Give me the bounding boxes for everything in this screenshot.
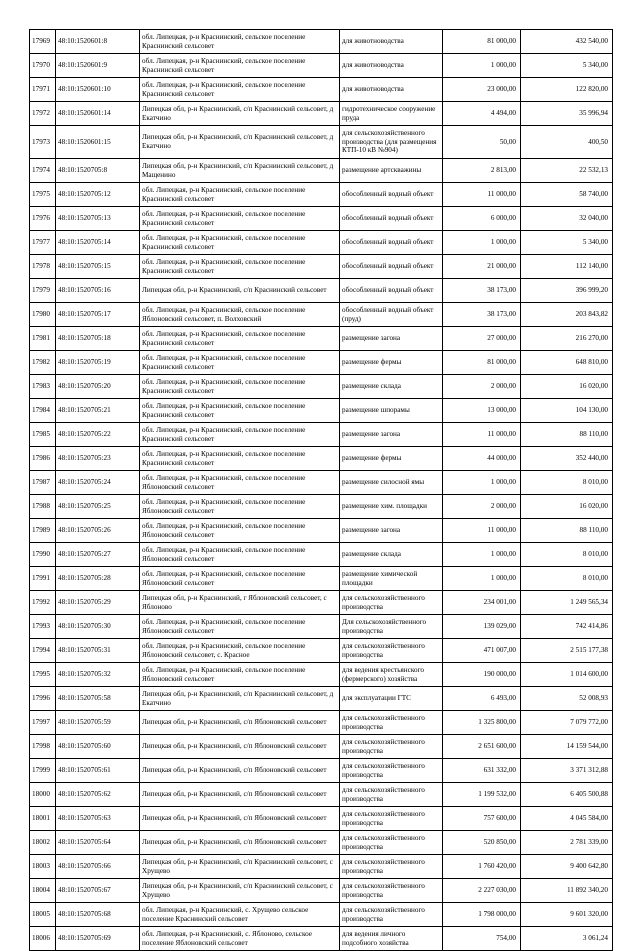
cadastral-number: 48:10:1520705:62 bbox=[56, 783, 140, 807]
row-number: 17976 bbox=[30, 207, 56, 231]
cadastral-value-cell: 7 079 772,00 bbox=[521, 711, 613, 735]
table-row bbox=[30, 759, 613, 783]
table-row bbox=[30, 159, 613, 183]
address-cell: обл. Липецкая, р-н Краснинский, сельское поселение Яблоновский сельсовет, с. Красное bbox=[140, 639, 340, 663]
cadastral-number: 48:10:1520601:10 bbox=[56, 78, 140, 102]
table-row bbox=[30, 735, 613, 759]
table-row bbox=[30, 327, 613, 351]
land-use-cell: для сельскохозяйственного производства bbox=[340, 639, 443, 663]
cadastral-value-cell: 8 010,00 bbox=[521, 471, 613, 495]
cadastral-value-cell: 11 892 340,20 bbox=[521, 879, 613, 903]
land-use-cell: для сельскохозяйственного производства bbox=[340, 831, 443, 855]
cadastral-number: 48:10:1520705:58 bbox=[56, 687, 140, 711]
cadastral-value-cell: 1 249 565,34 bbox=[521, 591, 613, 615]
address-cell: обл. Липецкая, р-н Краснинский, сельское поселение Яблоновский сельсовет bbox=[140, 663, 340, 687]
row-number: 17970 bbox=[30, 54, 56, 78]
cadastral-number: 48:10:1520705:17 bbox=[56, 303, 140, 327]
land-use-cell: для сельскохозяйственного производства bbox=[340, 783, 443, 807]
cadastral-number: 48:10:1520705:24 bbox=[56, 471, 140, 495]
row-number: 18000 bbox=[30, 783, 56, 807]
land-use-cell: обособленный водный объект bbox=[340, 231, 443, 255]
address-cell: обл. Липецкая, р-н Краснинский, сельское поселение Яблоновский сельсовет bbox=[140, 543, 340, 567]
area-cell: 13 000,00 bbox=[443, 399, 521, 423]
area-cell: 631 332,00 bbox=[443, 759, 521, 783]
parcels-table bbox=[29, 29, 613, 951]
land-use-cell: для сельскохозяйственного производства bbox=[340, 855, 443, 879]
area-cell: 1 000,00 bbox=[443, 567, 521, 591]
address-cell: Липецкая обл, р-н Краснинский, с/п Яблоновский сельсовет bbox=[140, 807, 340, 831]
cadastral-value-cell: 16 020,00 bbox=[521, 375, 613, 399]
land-use-cell: для животноводства bbox=[340, 30, 443, 54]
cadastral-value-cell: 22 532,13 bbox=[521, 159, 613, 183]
address-cell: обл. Липецкая, р-н Краснинский, сельское поселение Краснинский сельсовет bbox=[140, 423, 340, 447]
cadastral-value-cell: 88 110,00 bbox=[521, 519, 613, 543]
address-cell: обл. Липецкая, р-н Краснинский, сельское поселение Краснинский сельсовет bbox=[140, 351, 340, 375]
area-cell: 754,00 bbox=[443, 927, 521, 951]
row-number: 17977 bbox=[30, 231, 56, 255]
row-number: 18005 bbox=[30, 903, 56, 927]
land-use-cell: для сельскохозяйственного производства bbox=[340, 591, 443, 615]
row-number: 17990 bbox=[30, 543, 56, 567]
cadastral-value-cell: 3 061,24 bbox=[521, 927, 613, 951]
cadastral-value-cell: 5 340,00 bbox=[521, 54, 613, 78]
cadastral-number: 48:10:1520601:8 bbox=[56, 30, 140, 54]
address-cell: Липецкая обл, р-н Краснинский, с/п Яблоновский сельсовет bbox=[140, 711, 340, 735]
area-cell: 81 000,00 bbox=[443, 351, 521, 375]
table-row bbox=[30, 807, 613, 831]
address-cell: обл. Липецкая, р-н Краснинский, сельское поселение Яблоновский сельсовет, п. Волховский bbox=[140, 303, 340, 327]
table-row bbox=[30, 879, 613, 903]
cadastral-number: 48:10:1520705:28 bbox=[56, 567, 140, 591]
row-number: 18002 bbox=[30, 831, 56, 855]
cadastral-value-cell: 432 540,00 bbox=[521, 30, 613, 54]
area-cell: 139 029,00 bbox=[443, 615, 521, 639]
cadastral-number: 48:10:1520705:25 bbox=[56, 495, 140, 519]
cadastral-value-cell: 352 440,00 bbox=[521, 447, 613, 471]
row-number: 17983 bbox=[30, 375, 56, 399]
land-use-cell: размещение склада bbox=[340, 543, 443, 567]
land-use-cell: обособленный водный объект bbox=[340, 279, 443, 303]
area-cell: 2 813,00 bbox=[443, 159, 521, 183]
row-number: 17984 bbox=[30, 399, 56, 423]
table-row bbox=[30, 855, 613, 879]
area-cell: 2 000,00 bbox=[443, 375, 521, 399]
address-cell: Липецкая обл, р-н Краснинский, с/п Краснинский сельсовет bbox=[140, 279, 340, 303]
area-cell: 757 600,00 bbox=[443, 807, 521, 831]
cadastral-number: 48:10:1520705:27 bbox=[56, 543, 140, 567]
land-use-cell: размещение загона bbox=[340, 327, 443, 351]
table-row bbox=[30, 639, 613, 663]
cadastral-value-cell: 8 010,00 bbox=[521, 567, 613, 591]
cadastral-number: 48:10:1520601:15 bbox=[56, 126, 140, 159]
cadastral-number: 48:10:1520705:60 bbox=[56, 735, 140, 759]
cadastral-number: 48:10:1520705:18 bbox=[56, 327, 140, 351]
cadastral-number: 48:10:1520705:67 bbox=[56, 879, 140, 903]
cadastral-number: 48:10:1520705:14 bbox=[56, 231, 140, 255]
cadastral-number: 48:10:1520705:20 bbox=[56, 375, 140, 399]
cadastral-number: 48:10:1520705:32 bbox=[56, 663, 140, 687]
table-row bbox=[30, 207, 613, 231]
area-cell: 2 651 600,00 bbox=[443, 735, 521, 759]
table-row bbox=[30, 447, 613, 471]
address-cell: обл. Липецкая, р-н Краснинский, с. Хрущево сельское поселение Краснинский сельсовет bbox=[140, 903, 340, 927]
cadastral-number: 48:10:1520705:64 bbox=[56, 831, 140, 855]
land-use-cell: для ведения крестьянского (фермерского) хозяйства bbox=[340, 663, 443, 687]
address-cell: Липецкая обл, р-н Краснинский, г Яблоновский сельсовет, с Яблоново bbox=[140, 591, 340, 615]
table-row bbox=[30, 687, 613, 711]
land-use-cell: для сельскохозяйственного производства bbox=[340, 759, 443, 783]
land-use-cell: для сельскохозяйственного производства bbox=[340, 711, 443, 735]
cadastral-value-cell: 3 371 312,88 bbox=[521, 759, 613, 783]
address-cell: Липецкая обл, р-н Краснинский, с/п Краснинский сельсовет, д Мащенино bbox=[140, 159, 340, 183]
land-use-cell: Для сельскохозяйственного производства bbox=[340, 615, 443, 639]
land-use-cell: для животноводства bbox=[340, 54, 443, 78]
area-cell: 1 760 420,00 bbox=[443, 855, 521, 879]
address-cell: Липецкая обл, р-н Краснинский, с/п Яблоновский сельсовет bbox=[140, 759, 340, 783]
cadastral-number: 48:10:1520705:66 bbox=[56, 855, 140, 879]
address-cell: Липецкая обл, р-н Краснинский, с/п Яблоновский сельсовет bbox=[140, 831, 340, 855]
cadastral-value-cell: 216 270,00 bbox=[521, 327, 613, 351]
table-row bbox=[30, 399, 613, 423]
table-row bbox=[30, 303, 613, 327]
cadastral-value-cell: 1 014 600,00 bbox=[521, 663, 613, 687]
address-cell: обл. Липецкая, р-н Краснинский, сельское поселение Яблоновский сельсовет bbox=[140, 567, 340, 591]
table-row bbox=[30, 423, 613, 447]
row-number: 17992 bbox=[30, 591, 56, 615]
land-use-cell: для сельскохозяйственного производства (для размещения КТП-10 кВ №904) bbox=[340, 126, 443, 159]
address-cell: Липецкая обл, р-н Краснинский, с/п Яблоновский сельсовет bbox=[140, 783, 340, 807]
area-cell: 1 325 800,00 bbox=[443, 711, 521, 735]
address-cell: Липецкая обл, р-н Краснинский, с/п Краснинский сельсовет, с Хрущево bbox=[140, 879, 340, 903]
cadastral-number: 48:10:1520705:16 bbox=[56, 279, 140, 303]
cadastral-value-cell: 35 996,94 bbox=[521, 102, 613, 126]
area-cell: 44 000,00 bbox=[443, 447, 521, 471]
cadastral-value-cell: 16 020,00 bbox=[521, 495, 613, 519]
area-cell: 11 000,00 bbox=[443, 423, 521, 447]
row-number: 17993 bbox=[30, 615, 56, 639]
land-use-cell: размещение склада bbox=[340, 375, 443, 399]
row-number: 18001 bbox=[30, 807, 56, 831]
area-cell: 27 000,00 bbox=[443, 327, 521, 351]
table-row bbox=[30, 471, 613, 495]
address-cell: Липецкая обл, р-н Краснинский, с/п Краснинский сельсовет, д Екатчино bbox=[140, 102, 340, 126]
area-cell: 471 007,00 bbox=[443, 639, 521, 663]
table-row bbox=[30, 126, 613, 159]
address-cell: обл. Липецкая, р-н Краснинский, сельское поселение Краснинский сельсовет bbox=[140, 30, 340, 54]
cadastral-number: 48:10:1520705:30 bbox=[56, 615, 140, 639]
row-number: 17972 bbox=[30, 102, 56, 126]
land-use-cell: обособленный водный объект bbox=[340, 207, 443, 231]
table-row bbox=[30, 351, 613, 375]
cadastral-value-cell: 122 820,00 bbox=[521, 78, 613, 102]
table-row bbox=[30, 903, 613, 927]
table-row bbox=[30, 279, 613, 303]
cadastral-number: 48:10:1520705:29 bbox=[56, 591, 140, 615]
row-number: 17978 bbox=[30, 255, 56, 279]
cadastral-number: 48:10:1520705:8 bbox=[56, 159, 140, 183]
table-row bbox=[30, 30, 613, 54]
row-number: 17986 bbox=[30, 447, 56, 471]
table-row bbox=[30, 663, 613, 687]
cadastral-value-cell: 8 010,00 bbox=[521, 543, 613, 567]
row-number: 17981 bbox=[30, 327, 56, 351]
row-number: 18003 bbox=[30, 855, 56, 879]
row-number: 17969 bbox=[30, 30, 56, 54]
address-cell: обл. Липецкая, р-н Краснинский, сельское поселение Краснинский сельсовет bbox=[140, 399, 340, 423]
land-use-cell: для животноводства bbox=[340, 78, 443, 102]
table-row bbox=[30, 375, 613, 399]
area-cell: 11 000,00 bbox=[443, 519, 521, 543]
row-number: 17997 bbox=[30, 711, 56, 735]
row-number: 17979 bbox=[30, 279, 56, 303]
address-cell: обл. Липецкая, р-н Краснинский, сельское поселение Яблоновский сельсовет bbox=[140, 495, 340, 519]
address-cell: обл. Липецкая, р-н Краснинский, сельское поселение Яблоновский сельсовет bbox=[140, 615, 340, 639]
cadastral-value-cell: 400,50 bbox=[521, 126, 613, 159]
cadastral-number: 48:10:1520601:14 bbox=[56, 102, 140, 126]
row-number: 17994 bbox=[30, 639, 56, 663]
cadastral-number: 48:10:1520705:21 bbox=[56, 399, 140, 423]
cadastral-number: 48:10:1520705:59 bbox=[56, 711, 140, 735]
area-cell: 38 173,00 bbox=[443, 303, 521, 327]
cadastral-value-cell: 396 999,20 bbox=[521, 279, 613, 303]
parcels-table-body bbox=[30, 30, 613, 951]
area-cell: 11 000,00 bbox=[443, 183, 521, 207]
table-row bbox=[30, 183, 613, 207]
area-cell: 520 850,00 bbox=[443, 831, 521, 855]
row-number: 17989 bbox=[30, 519, 56, 543]
area-cell: 190 000,00 bbox=[443, 663, 521, 687]
cadastral-number: 48:10:1520705:13 bbox=[56, 207, 140, 231]
table-row bbox=[30, 711, 613, 735]
table-row bbox=[30, 78, 613, 102]
table-row bbox=[30, 495, 613, 519]
table-row bbox=[30, 927, 613, 951]
area-cell: 1 199 532,00 bbox=[443, 783, 521, 807]
land-use-cell: для сельскохозяйственного производства bbox=[340, 903, 443, 927]
cadastral-value-cell: 9 400 642,80 bbox=[521, 855, 613, 879]
cadastral-value-cell: 2 781 339,00 bbox=[521, 831, 613, 855]
table-row bbox=[30, 543, 613, 567]
table-row bbox=[30, 102, 613, 126]
cadastral-value-cell: 6 405 500,88 bbox=[521, 783, 613, 807]
address-cell: обл. Липецкая, р-н Краснинский, сельское поселение Яблоновский сельсовет bbox=[140, 471, 340, 495]
table-row bbox=[30, 255, 613, 279]
area-cell: 81 000,00 bbox=[443, 30, 521, 54]
land-use-cell: размещение шпорамы bbox=[340, 399, 443, 423]
cadastral-number: 48:10:1520705:19 bbox=[56, 351, 140, 375]
address-cell: Липецкая обл, р-н Краснинский, с/п Краснинский сельсовет, д Екатчино bbox=[140, 126, 340, 159]
address-cell: Липецкая обл, р-н Краснинский, с/п Краснинский сельсовет, д Екатчино bbox=[140, 687, 340, 711]
area-cell: 21 000,00 bbox=[443, 255, 521, 279]
cadastral-value-cell: 14 159 544,00 bbox=[521, 735, 613, 759]
cadastral-value-cell: 88 110,00 bbox=[521, 423, 613, 447]
table-row bbox=[30, 615, 613, 639]
cadastral-number: 48:10:1520705:68 bbox=[56, 903, 140, 927]
address-cell: обл. Липецкая, р-н Краснинский, сельское поселение Краснинский сельсовет bbox=[140, 78, 340, 102]
cadastral-value-cell: 5 340,00 bbox=[521, 231, 613, 255]
row-number: 17980 bbox=[30, 303, 56, 327]
cadastral-number: 48:10:1520705:26 bbox=[56, 519, 140, 543]
land-use-cell: для сельскохозяйственного производства bbox=[340, 807, 443, 831]
address-cell: обл. Липецкая, р-н Краснинский, сельское поселение Краснинский сельсовет bbox=[140, 447, 340, 471]
area-cell: 1 000,00 bbox=[443, 231, 521, 255]
cadastral-number: 48:10:1520705:23 bbox=[56, 447, 140, 471]
row-number: 17982 bbox=[30, 351, 56, 375]
row-number: 17973 bbox=[30, 126, 56, 159]
land-use-cell: для сельскохозяйственного производства bbox=[340, 879, 443, 903]
land-use-cell: размещение загона bbox=[340, 423, 443, 447]
land-use-cell: размещение химической площадки bbox=[340, 567, 443, 591]
cadastral-value-cell: 58 740,00 bbox=[521, 183, 613, 207]
land-use-cell: размещение фермы bbox=[340, 351, 443, 375]
cadastral-value-cell: 2 515 177,38 bbox=[521, 639, 613, 663]
area-cell: 1 798 000,00 bbox=[443, 903, 521, 927]
land-use-cell: размещение артскважины bbox=[340, 159, 443, 183]
cadastral-number: 48:10:1520705:15 bbox=[56, 255, 140, 279]
cadastral-number: 48:10:1520705:69 bbox=[56, 927, 140, 951]
row-number: 17974 bbox=[30, 159, 56, 183]
cadastral-number: 48:10:1520705:61 bbox=[56, 759, 140, 783]
cadastral-value-cell: 112 140,00 bbox=[521, 255, 613, 279]
area-cell: 1 000,00 bbox=[443, 543, 521, 567]
table-row bbox=[30, 231, 613, 255]
area-cell: 6 493,00 bbox=[443, 687, 521, 711]
row-number: 17996 bbox=[30, 687, 56, 711]
table-row bbox=[30, 831, 613, 855]
land-use-cell: обособленный водный объект bbox=[340, 183, 443, 207]
table-row bbox=[30, 519, 613, 543]
address-cell: обл. Липецкая, р-н Краснинский, сельское поселение Краснинский сельсовет bbox=[140, 207, 340, 231]
cadastral-value-cell: 4 045 584,00 bbox=[521, 807, 613, 831]
area-cell: 50,00 bbox=[443, 126, 521, 159]
row-number: 17991 bbox=[30, 567, 56, 591]
land-use-cell: размещение силосной ямы bbox=[340, 471, 443, 495]
cadastral-value-cell: 203 843,82 bbox=[521, 303, 613, 327]
area-cell: 234 001,00 bbox=[443, 591, 521, 615]
address-cell: обл. Липецкая, р-н Краснинский, сельское поселение Краснинский сельсовет bbox=[140, 255, 340, 279]
address-cell: Липецкая обл, р-н Краснинский, с/п Яблоновский сельсовет bbox=[140, 735, 340, 759]
cadastral-value-cell: 52 008,93 bbox=[521, 687, 613, 711]
cadastral-number: 48:10:1520705:31 bbox=[56, 639, 140, 663]
address-cell: Липецкая обл, р-н Краснинский, с/п Краснинский сельсовет, с Хрущево bbox=[140, 855, 340, 879]
cadastral-number: 48:10:1520705:12 bbox=[56, 183, 140, 207]
table-row bbox=[30, 591, 613, 615]
land-use-cell: для сельскохозяйственного производства bbox=[340, 735, 443, 759]
address-cell: обл. Липецкая, р-н Краснинский, сельское поселение Краснинский сельсовет bbox=[140, 183, 340, 207]
cadastral-value-cell: 648 810,00 bbox=[521, 351, 613, 375]
row-number: 18004 bbox=[30, 879, 56, 903]
row-number: 17985 bbox=[30, 423, 56, 447]
cadastral-value-cell: 9 601 320,00 bbox=[521, 903, 613, 927]
area-cell: 38 173,00 bbox=[443, 279, 521, 303]
land-use-cell: гидротехническое сооружение пруда bbox=[340, 102, 443, 126]
land-use-cell: размещение фермы bbox=[340, 447, 443, 471]
address-cell: обл. Липецкая, р-н Краснинский, сельское поселение Яблоновский сельсовет bbox=[140, 519, 340, 543]
area-cell: 2 000,00 bbox=[443, 495, 521, 519]
cadastral-number: 48:10:1520601:9 bbox=[56, 54, 140, 78]
address-cell: обл. Липецкая, р-н Краснинский, сельское поселение Краснинский сельсовет bbox=[140, 54, 340, 78]
land-use-cell: для ведения личного подсобного хозяйства bbox=[340, 927, 443, 951]
row-number: 17988 bbox=[30, 495, 56, 519]
land-use-cell: для эксплуатации ГТС bbox=[340, 687, 443, 711]
cadastral-number: 48:10:1520705:63 bbox=[56, 807, 140, 831]
row-number: 17971 bbox=[30, 78, 56, 102]
table-row bbox=[30, 783, 613, 807]
address-cell: обл. Липецкая, р-н Краснинский, сельское поселение Краснинский сельсовет bbox=[140, 375, 340, 399]
row-number: 17995 bbox=[30, 663, 56, 687]
row-number: 17987 bbox=[30, 471, 56, 495]
land-use-cell: обособленный водный объект bbox=[340, 255, 443, 279]
table-row bbox=[30, 567, 613, 591]
cadastral-value-cell: 32 040,00 bbox=[521, 207, 613, 231]
area-cell: 2 227 030,00 bbox=[443, 879, 521, 903]
table-row bbox=[30, 54, 613, 78]
land-use-cell: размещение хим. площадки bbox=[340, 495, 443, 519]
area-cell: 6 000,00 bbox=[443, 207, 521, 231]
address-cell: обл. Липецкая, р-н Краснинский, с. Яблоново, сельское поселение Яблоновский сельсовет bbox=[140, 927, 340, 951]
address-cell: обл. Липецкая, р-н Краснинский, сельское поселение Краснинский сельсовет bbox=[140, 327, 340, 351]
land-use-cell: размещение загона bbox=[340, 519, 443, 543]
area-cell: 1 000,00 bbox=[443, 54, 521, 78]
cadastral-value-cell: 742 414,86 bbox=[521, 615, 613, 639]
row-number: 17999 bbox=[30, 759, 56, 783]
row-number: 17998 bbox=[30, 735, 56, 759]
cadastral-value-cell: 104 130,00 bbox=[521, 399, 613, 423]
address-cell: обл. Липецкая, р-н Краснинский, сельское поселение Краснинский сельсовет bbox=[140, 231, 340, 255]
area-cell: 1 000,00 bbox=[443, 471, 521, 495]
area-cell: 4 494,00 bbox=[443, 102, 521, 126]
area-cell: 23 000,00 bbox=[443, 78, 521, 102]
row-number: 18006 bbox=[30, 927, 56, 951]
land-use-cell: обособленный водный объект (пруд) bbox=[340, 303, 443, 327]
cadastral-number: 48:10:1520705:22 bbox=[56, 423, 140, 447]
row-number: 17975 bbox=[30, 183, 56, 207]
